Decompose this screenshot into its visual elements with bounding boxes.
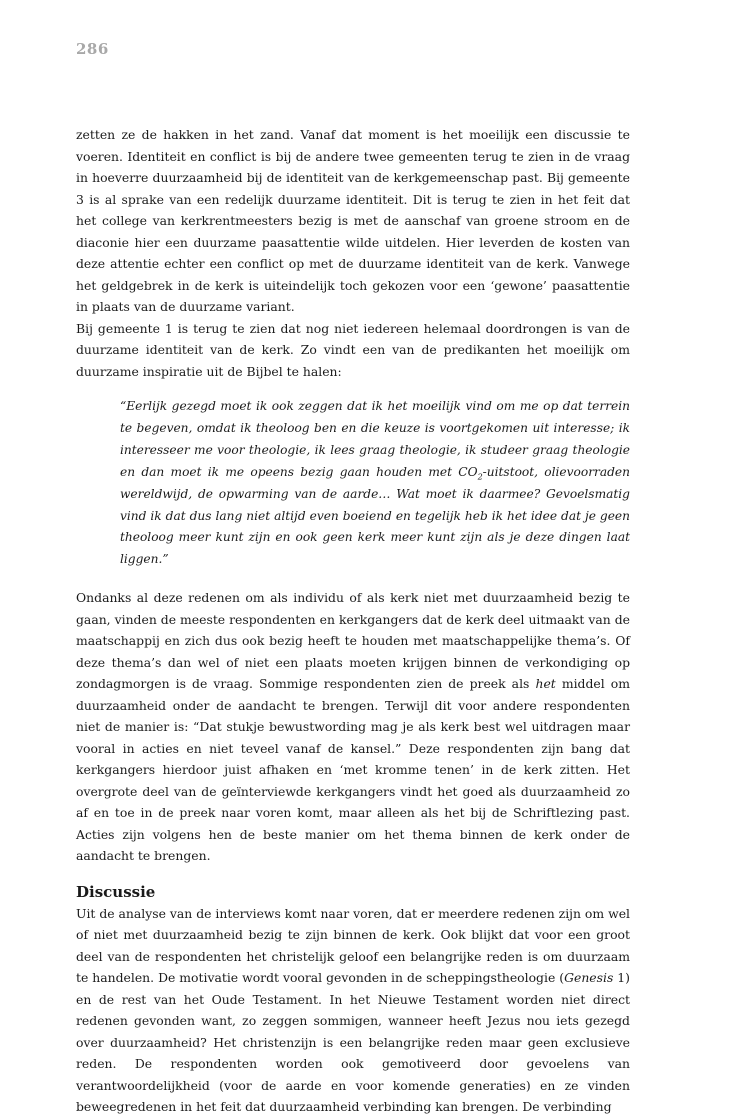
block-quote <box>120 396 630 571</box>
page-number: 286 <box>76 40 109 58</box>
page-body <box>76 124 630 1118</box>
quote-part: “Eerlijk gezegd moet ik ook zeggen dat ik het moeilijk vind om me op dat terrein te begeven, omdat ik theoloog ben en die keuze is voortgekomen uit interesse; ik interesseer me voor theologie, ik lees graag theologie, ik studeer graag theologie en dan moet ik me opeens bezig gaan houden met CO <box>120 399 630 479</box>
emphasis: het <box>535 676 556 692</box>
body-paragraph: zetten ze de hakken in het zand. Vanaf dat moment is het moeilijk een discussie te voeren. Identiteit en conflict is bij de andere twee gemeenten terug te zien in de vraag in hoeverre duurzaamheid bij de identiteit van de kerkgemeenschap past. Bij gemeente 3 is al sprake van een redelijk duurzame identiteit. Dit is terug te zien in het feit dat het college van kerkrentmeesters bezig is met de aanschaf van groene stroom en de diaconie hier een duurzame paasattentie wilde uitdelen. Hier leverden de kosten van deze attentie echter een conflict op met de duurzame identiteit van de kerk. Vanwege het geldgebrek in de kerk is uiteindelijk toch gekozen voor een ‘gewone’ paasattentie in plaats van de duurzame variant. <box>76 127 630 314</box>
body-paragraph <box>76 903 630 1118</box>
text-run: Uit de analyse van de interviews komt naar voren, dat er meerdere redenen zijn om wel of niet met duurzaamheid bezig te zijn binnen de kerk. Ook blijkt dat voor een groot deel van de respondenten het christelijk geloof een belangrijke reden is om duurzaam te handelen. De motivatie wordt vooral gevonden in de scheppingstheologie ( <box>76 905 630 986</box>
section-heading: Discussie <box>76 882 156 901</box>
quote-part: -uitstoot, olievoorraden wereldwijd, de opwarming van de aarde… Wat moet ik daarmee? Gevoelsmatig vind ik dat dus lang niet altijd even boeiend en tegelijk heb ik het idee dat je geen theoloog meer kunt zijn en ook geen kerk meer kunt zijn als je deze dingen laat liggen.” <box>120 464 630 567</box>
subscript: 2 <box>477 472 483 482</box>
text-run: 1) en de rest van het Oude Testament. In het Nieuwe Testament worden niet direct redenen gevonden want, zo zeggen sommigen, wanneer heeft Jezus nou iets gezegd over duurzaamheid? Het christenzijn is een belangrijke reden maar geen exclusieve reden. De respondenten worden ook gemotiveerd door gevoelens van verantwoordelijkheid (voor de aarde en voor komende generaties) en ze vinden beweegredenen in het feit dat duurzaamheid verbinding kan brengen. De verbinding <box>76 970 631 1115</box>
quote-text <box>120 396 630 571</box>
text-run: middel om duurzaamheid onder de aandacht te brengen. Terwijl dit voor andere respondenten niet de manier is: “Dat stukje bewustwording mag je als kerk best wel uitdragen maar vooral in acties en niet teveel vanaf de kansel.” Deze respondenten zijn bang dat kerkgangers hierdoor juist afhaken en ‘met kromme tenen’ in de kerk zitten. Het overgrote deel van de geïnterviewde kerkgangers vindt het goed als duurzaamheid zo af en toe in de preek naar voren komt, maar alleen als het bij de Schriftlezing past. Acties zijn volgens hen de beste manier om het thema binnen de kerk onder de aandacht te brengen. <box>76 676 630 864</box>
body-paragraph <box>76 587 630 867</box>
emphasis: Genesis <box>564 970 614 986</box>
text-run: Ondanks al deze redenen om als individu of als kerk niet met duurzaamheid bezig te gaan, vinden de meeste respondenten en kerkgangers dat de kerk deel uitmaakt van de maatschappij en zich dus ook bezig heeft te houden met maatschappelijke thema’s. Of deze thema’s dan wel of niet een plaats moeten krijgen binnen de verkondiging op zondagmorgen is de vraag. Sommige respondenten zien de preek als <box>76 590 630 692</box>
body-paragraph: Bij gemeente 1 is terug te zien dat nog niet iedereen helemaal doordrongen is van de duurzame identiteit van de kerk. Zo vindt een van de predikanten het moeilijk om duurzame inspiratie uit de Bijbel te halen: <box>76 320 630 379</box>
